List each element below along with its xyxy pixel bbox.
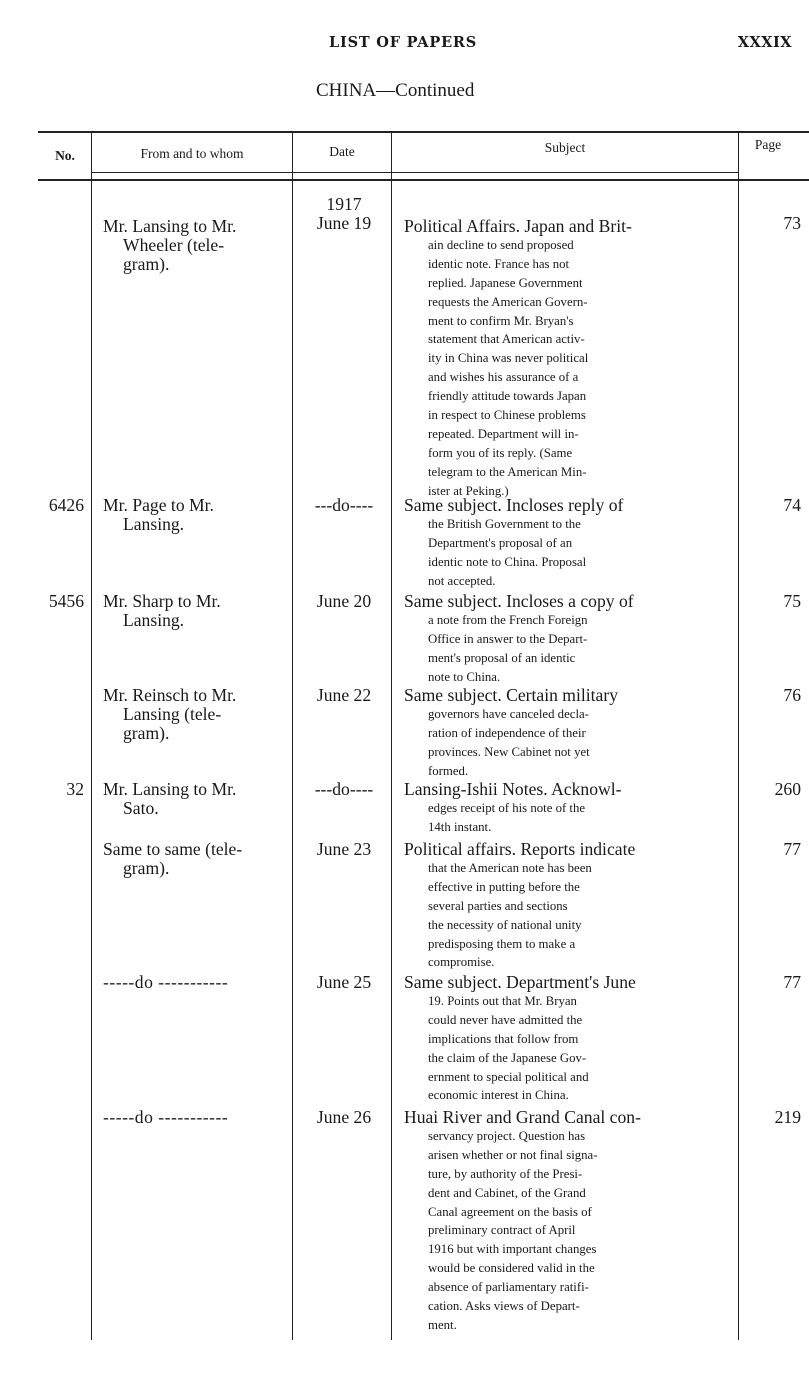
entry-subject-line: that the American note has been	[428, 860, 592, 875]
entry-from-line: Lansing (tele-	[123, 703, 222, 724]
entry-from	[103, 217, 236, 274]
entry-date	[304, 973, 384, 992]
entry-subject	[404, 840, 734, 972]
page-title: LIST OF PAPERS	[329, 34, 478, 51]
entry-subject-line: form you of its reply. (Same	[428, 445, 573, 460]
entry-subject-line: ment's proposal of an identic	[428, 650, 576, 665]
running-head	[0, 34, 809, 56]
entry-subject-line: Same subject. Incloses reply of	[404, 495, 624, 515]
entry-subject-line: ity in China was never political	[428, 351, 589, 366]
entry-subject-line: statement that American activ-	[428, 332, 585, 347]
entry-subject-line: the necessity of national unity	[428, 917, 582, 932]
entry-subject-line: replied. Japanese Government	[428, 275, 583, 290]
entry-subject-line: identic note. France has not	[428, 256, 570, 271]
entry-subject-line: could never have admitted the	[428, 1012, 583, 1027]
entry-subject-line: Political affairs. Reports indicate	[404, 839, 636, 859]
entry-from	[103, 840, 242, 878]
entry-from-line: Lansing.	[123, 609, 185, 630]
entry-from	[103, 973, 228, 992]
entry-subject	[404, 686, 734, 781]
entry-subject-line: ment to confirm Mr. Bryan's	[428, 313, 574, 328]
entry-subject-line: ain decline to send proposed	[428, 237, 574, 252]
column-header-from: From and to whom	[140, 146, 244, 161]
entry-from-line: Mr. Sharp to Mr.	[103, 591, 221, 611]
entry-subject-line: edges receipt of his note of the	[428, 800, 586, 815]
entry-from-line: Mr. Page to Mr.	[103, 495, 214, 515]
entry-subject-line: Lansing-Ishii Notes. Acknowl-	[404, 779, 622, 799]
entry-subject-line: compromise.	[428, 955, 495, 970]
entry-subject-line: Same subject. Department's June	[404, 972, 636, 992]
entry-from	[103, 592, 221, 630]
entry-subject-line: absence of parliamentary ratifi-	[428, 1280, 589, 1295]
entry-subject-line: identic note to China. Proposal	[428, 554, 587, 569]
entry-subject-line: the British Government to the	[428, 516, 581, 531]
entry-subject-line: ment.	[428, 1317, 457, 1332]
entry-subject-line: would be considered valid in the	[428, 1261, 595, 1276]
entry-subject-line: not accepted.	[428, 573, 496, 588]
column-header-page: Page	[754, 137, 782, 152]
entry-page: 75	[783, 591, 801, 611]
entry-date-line: June 25	[316, 972, 372, 992]
entry-year: 1917	[326, 194, 362, 214]
entry-page: 74	[783, 495, 801, 515]
table-top-rule	[38, 131, 809, 133]
entry-subject-line: Political Affairs. Japan and Brit-	[404, 216, 632, 236]
entry-subject-line: telegram to the American Min-	[428, 464, 587, 479]
entry-date-line: ---do----	[314, 495, 374, 515]
entry-date	[304, 1108, 384, 1127]
entry-subject-line: repeated. Department will in-	[428, 426, 579, 441]
header-bottom-rule	[38, 179, 809, 181]
entry-from-line: -----do -----------	[103, 1107, 229, 1127]
entry-date	[304, 496, 384, 515]
entry-subject-line: Office in answer to the Depart-	[428, 631, 588, 646]
entry-subject-line: preliminary contract of April	[428, 1223, 576, 1238]
column-divider-3	[391, 131, 392, 1340]
entry-subject-line: Same subject. Certain military	[404, 685, 619, 705]
entry-number: 5456	[48, 591, 84, 611]
column-header-subject: Subject	[544, 140, 586, 155]
entry-subject	[404, 496, 734, 591]
entry-subject	[404, 973, 734, 1105]
entry-date-line: June 20	[316, 591, 372, 611]
entry-page: 219	[774, 1107, 801, 1127]
entry-from-line: -----do -----------	[103, 972, 229, 992]
entry-number: 32	[66, 779, 84, 799]
entry-subject-line: implications that follow from	[428, 1031, 579, 1046]
entry-from-line: Mr. Reinsch to Mr.	[103, 685, 237, 705]
entry-from-line: Lansing.	[123, 513, 185, 534]
entry-subject	[404, 780, 734, 837]
entry-page: 73	[783, 213, 801, 233]
entry-from-line: gram).	[123, 722, 170, 743]
entry-subject-line: Huai River and Grand Canal con-	[404, 1107, 641, 1127]
entry-from-line: Sato.	[123, 797, 159, 818]
entry-subject-line: a note from the French Foreign	[428, 612, 588, 627]
entry-from-line: Mr. Lansing to Mr.	[103, 216, 237, 236]
entry-subject-line: 19. Points out that Mr. Bryan	[428, 993, 577, 1008]
entry-date	[304, 780, 384, 799]
entry-subject-line: ister at Peking.)	[428, 483, 509, 498]
entry-page: 77	[783, 972, 801, 992]
entry-number: 6426	[48, 495, 84, 515]
entry-from-line: Wheeler (tele-	[123, 234, 225, 255]
entry-subject-line: Department's proposal of an	[428, 535, 573, 550]
column-divider-1	[91, 131, 92, 1340]
entry-subject-line: 1916 but with important changes	[428, 1242, 597, 1257]
entry-subject-line: Canal agreement on the basis of	[428, 1204, 592, 1219]
entry-from	[103, 1108, 228, 1127]
entry-subject-line: economic interest in China.	[428, 1088, 569, 1103]
entry-date-line: June 22	[316, 685, 372, 705]
column-divider-2	[292, 131, 293, 1340]
entry-subject	[404, 1108, 734, 1335]
entry-date	[304, 686, 384, 705]
entry-subject	[404, 217, 734, 501]
entry-subject-line: predisposing them to make a	[428, 936, 576, 951]
entry-subject-line: ernment to special political and	[428, 1069, 589, 1084]
entry-date-line: June 26	[316, 1107, 372, 1127]
entry-subject-line: 14th instant.	[428, 819, 492, 834]
entry-subject-line: governors have canceled decla-	[428, 706, 589, 721]
entry-from-line: Same to same (tele-	[103, 839, 243, 859]
entry-from-line: Mr. Lansing to Mr.	[103, 779, 237, 799]
entry-page: 77	[783, 839, 801, 859]
entry-subject-line: effective in putting before the	[428, 879, 580, 894]
entry-subject-line: in respect to Chinese problems	[428, 408, 586, 423]
entry-date-line: ---do----	[314, 779, 374, 799]
column-header-date: Date	[329, 144, 355, 159]
entry-from	[103, 780, 236, 818]
entry-subject-line: provinces. New Cabinet not yet	[428, 744, 590, 759]
column-divider-4	[738, 131, 739, 1340]
entry-from	[103, 496, 214, 534]
entry-subject-line: the claim of the Japanese Gov-	[428, 1050, 587, 1065]
entry-subject-line: cation. Asks views of Depart-	[428, 1299, 580, 1314]
entry-subject-line: several parties and sections	[428, 898, 568, 913]
entry-date-line: June 23	[316, 839, 372, 859]
entry-subject-line: and wishes his assurance of a	[428, 370, 579, 385]
entry-from-line: gram).	[123, 857, 170, 878]
entry-date	[304, 840, 384, 859]
entry-page: 76	[783, 685, 801, 705]
page-number: XXXIX	[737, 34, 792, 51]
entry-from	[103, 686, 236, 743]
entry-from-line: gram).	[123, 253, 170, 274]
column-header-no: No.	[55, 148, 75, 163]
section-subtitle: CHINA—Continued	[316, 80, 475, 101]
entry-date	[304, 592, 384, 611]
entry-subject-line: friendly attitude towards Japan	[428, 389, 587, 404]
entry-subject-line: ture, by authority of the Presi-	[428, 1166, 583, 1181]
entry-subject-line: requests the American Govern-	[428, 294, 588, 309]
entry-page: 260	[774, 779, 801, 799]
entry-subject-line: servancy project. Question has	[428, 1128, 586, 1143]
entry-subject-line: Same subject. Incloses a copy of	[404, 591, 634, 611]
entry-subject-line: arisen whether or not final signa-	[428, 1147, 598, 1162]
entry-subject-line: formed.	[428, 763, 469, 778]
entry-subject-line: ration of independence of their	[428, 725, 586, 740]
entry-subject-line: note to China.	[428, 669, 501, 684]
entry-subject-line: dent and Cabinet, of the Grand	[428, 1185, 586, 1200]
entry-date	[304, 195, 384, 233]
entry-date-line: June 19	[316, 212, 372, 233]
header-inner-rule	[92, 172, 738, 173]
entry-subject	[404, 592, 734, 687]
